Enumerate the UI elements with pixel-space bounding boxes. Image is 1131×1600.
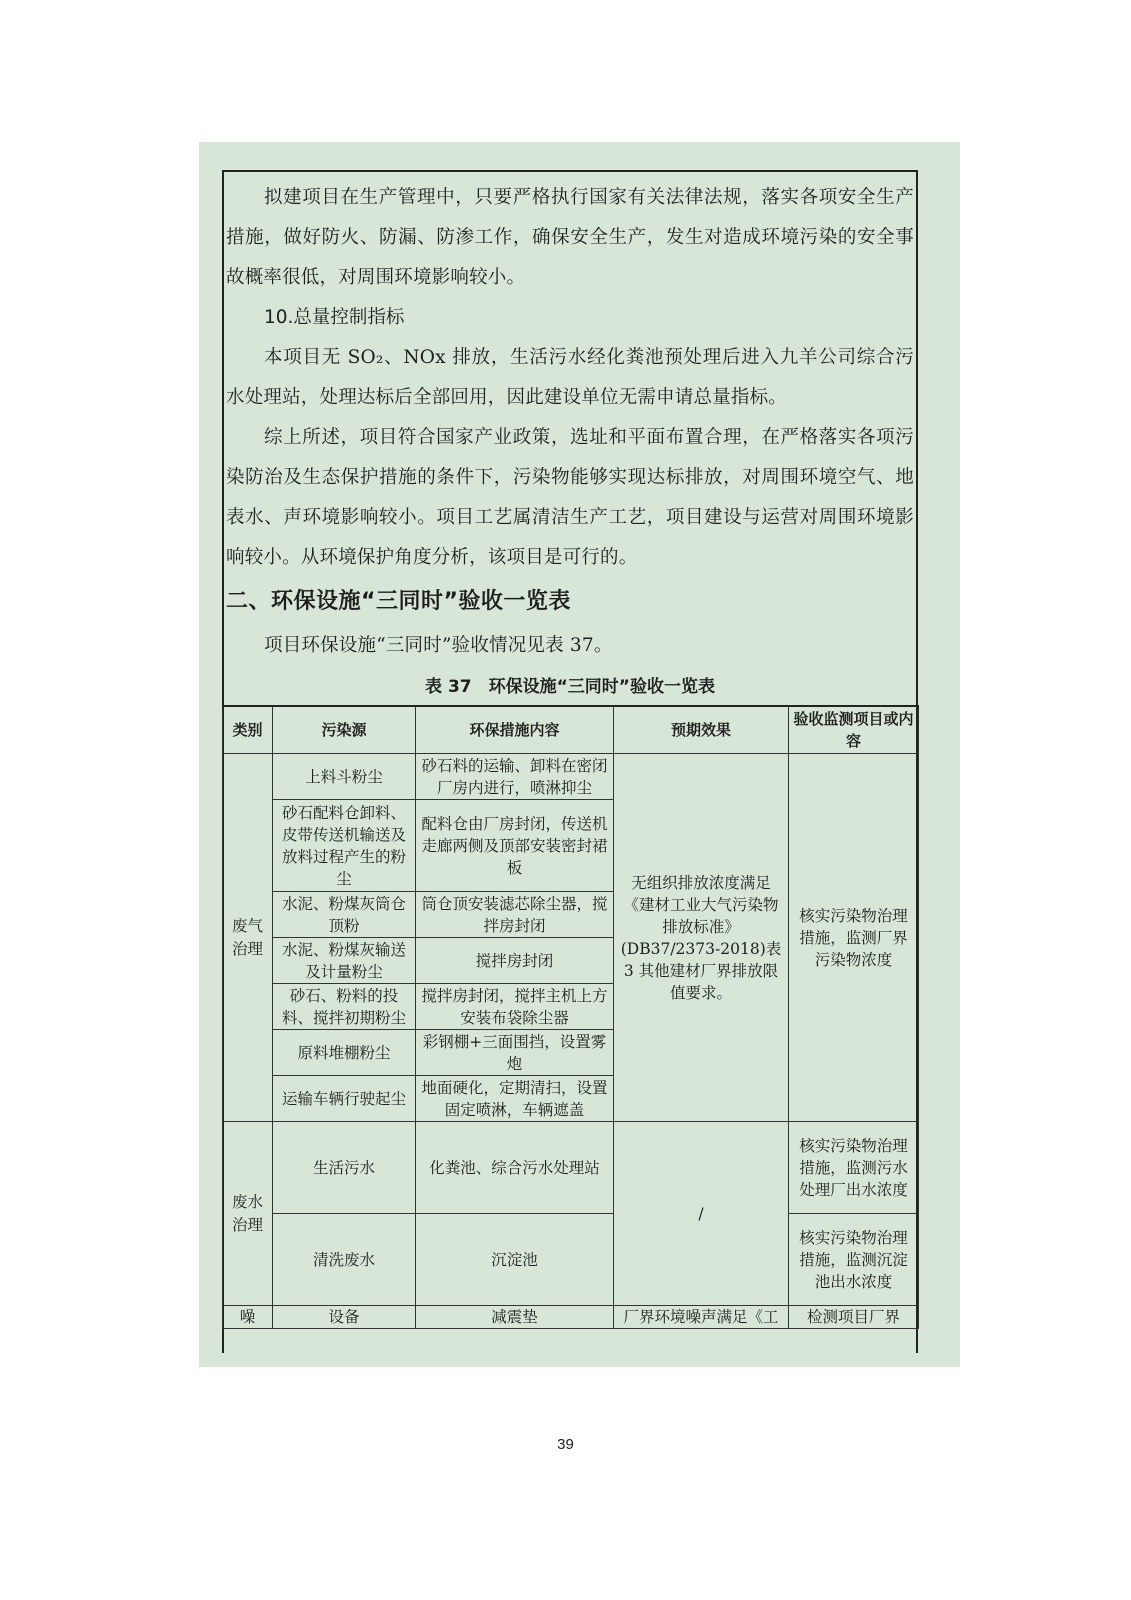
paragraph-safety: 拟建项目在生产管理中，只要严格执行国家有关法律法规，落实各项安全生产措施，做好防火、防漏、防渗工作，确保安全生产，发生对造成环境污染的安全事故概率很低，对周围环境影响较小。: [226, 187, 914, 288]
cell-monitor-noise: 检测项目厂界: [789, 1306, 919, 1329]
cell-source: 砂石配料仓卸料、皮带传送机输送及放料过程产生的粉尘: [273, 800, 416, 892]
table-row: [223, 754, 919, 800]
table-caption: 表 37 环保设施“三同时”验收一览表: [425, 677, 715, 697]
cell-source: 运输车辆行驶起尘: [273, 1076, 416, 1122]
header-category: 类别: [223, 706, 273, 754]
subheading-total-control: 10.总量控制指标: [264, 307, 405, 328]
cell-source: 水泥、粉煤灰输送及计量粉尘: [273, 938, 416, 984]
cell-source: 原料堆棚粉尘: [273, 1030, 416, 1076]
cell-effect-water: /: [614, 1122, 789, 1306]
category-water: 废水治理: [223, 1122, 273, 1306]
cell-monitor: 核实污染物治理措施，监测污水处理厂出水浓度: [789, 1122, 919, 1214]
header-source: 污染源: [273, 706, 416, 754]
cell-source: 设备: [273, 1306, 416, 1329]
table-header-row: [223, 706, 919, 754]
category-noise: 噪: [223, 1306, 273, 1329]
paragraph-total-control: 本项目无 SO₂、NOx 排放，生活污水经化粪池预处理后进入九羊公司综合污水处理站，处理达标后全部回用，因此建设单位无需申请总量指标。: [226, 347, 914, 408]
header-measure: 环保措施内容: [416, 706, 614, 754]
cell-monitor-air: 核实污染物治理措施，监测厂界污染物浓度: [789, 754, 919, 1122]
cell-measure: 地面硬化，定期清扫，设置固定喷淋，车辆遮盖: [416, 1076, 614, 1122]
cell-effect-air: 无组织排放浓度满足《建材工业大气污染物排放标准》(DB37/2373-2018)表 3 其他建材厂界排放限值要求。: [614, 754, 789, 1122]
cell-source: 清洗废水: [273, 1214, 416, 1306]
cell-measure: 彩钢棚+三面围挡，设置雾炮: [416, 1030, 614, 1076]
cell-measure: 减震垫: [416, 1306, 614, 1329]
page-number: 39: [557, 1436, 574, 1453]
cell-measure: 配料仓由厂房封闭，传送机走廊两侧及顶部安装密封裙板: [416, 800, 614, 892]
cell-measure: 砂石料的运输、卸料在密闭厂房内进行，喷淋抑尘: [416, 754, 614, 800]
table-row: [223, 1122, 919, 1214]
table-row: [223, 1306, 919, 1329]
paragraph-conclusion: 综上所述，项目符合国家产业政策，选址和平面布置合理，在严格落实各项污染防治及生态保护措施的条件下，污染物能够实现达标排放，对周围环境空气、地表水、声环境影响较小。项目工艺属清洁生产工艺，项目建设与运营对周围环境影响较小。从环境保护角度分析，该项目是可行的。: [226, 427, 914, 568]
cell-source: 水泥、粉煤灰筒仓顶粉: [273, 892, 416, 938]
cell-measure: 筒仓顶安装滤芯除尘器，搅拌房封闭: [416, 892, 614, 938]
document-body: [226, 178, 914, 708]
cell-source: 生活污水: [273, 1122, 416, 1214]
acceptance-table: [222, 705, 919, 1329]
cell-measure: 化粪池、综合污水处理站: [416, 1122, 614, 1214]
cell-source: 上料斗粉尘: [273, 754, 416, 800]
header-monitor: 验收监测项目或内容: [789, 706, 919, 754]
cell-measure: 搅拌房封闭，搅拌主机上方安装布袋除尘器: [416, 984, 614, 1030]
paragraph-table-intro: 项目环保设施“三同时”验收情况见表 37。: [264, 635, 613, 656]
section-heading: 二、环保设施“三同时”验收一览表: [226, 589, 571, 614]
cell-measure: 搅拌房封闭: [416, 938, 614, 984]
cell-effect-noise: 厂界环境噪声满足《工: [614, 1306, 789, 1329]
cell-monitor: 核实污染物治理措施，监测沉淀池出水浓度: [789, 1214, 919, 1306]
header-effect: 预期效果: [614, 706, 789, 754]
cell-measure: 沉淀池: [416, 1214, 614, 1306]
category-air: 废气治理: [223, 754, 273, 1122]
cell-source: 砂石、粉料的投料、搅拌初期粉尘: [273, 984, 416, 1030]
table-row: [223, 1214, 919, 1306]
